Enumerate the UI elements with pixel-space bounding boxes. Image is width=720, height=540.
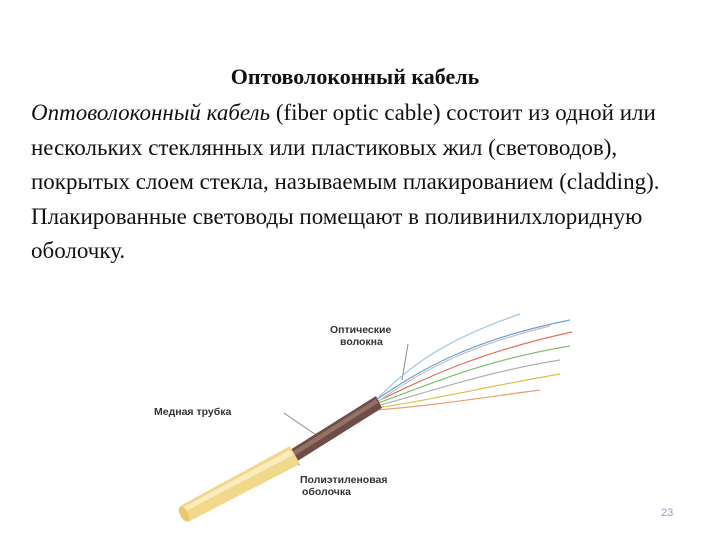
cable-illustration [140,300,600,525]
copper-tube [290,396,382,462]
polyethylene-jacket [177,446,300,523]
fiber-4 [376,360,560,406]
label-optical-fibers-line1: Оптические [330,324,392,336]
label-polyethylene-jacket [300,474,388,498]
label-copper-tube: Медная трубка [154,406,232,418]
label-jacket-line1: Полиэтиленовая [300,474,388,486]
label-jacket-line2: оболочка [302,486,351,498]
label-optical-fibers-line2: волокна [340,336,383,348]
fiber-2 [376,332,572,402]
fiber-3 [376,346,570,404]
slide-body-text [31,96,691,269]
body-term: Оптоволоконный кабель [31,100,271,125]
label-optical-fibers [330,324,391,348]
page-number: 23 [661,507,674,519]
tube-pointer-line [284,413,316,435]
fiber-6 [376,314,520,400]
body-description: (fiber optic cable) состоит из одной или нескольких стеклянных или пластиковых жил (световодов), покрытых слоем стекла, называемым плакированием (cladding). Плакированные световоды помещают в поливинилхлоридную оболочку. [31,100,660,263]
slide-title: Оптоволоконный кабель [230,64,480,89]
